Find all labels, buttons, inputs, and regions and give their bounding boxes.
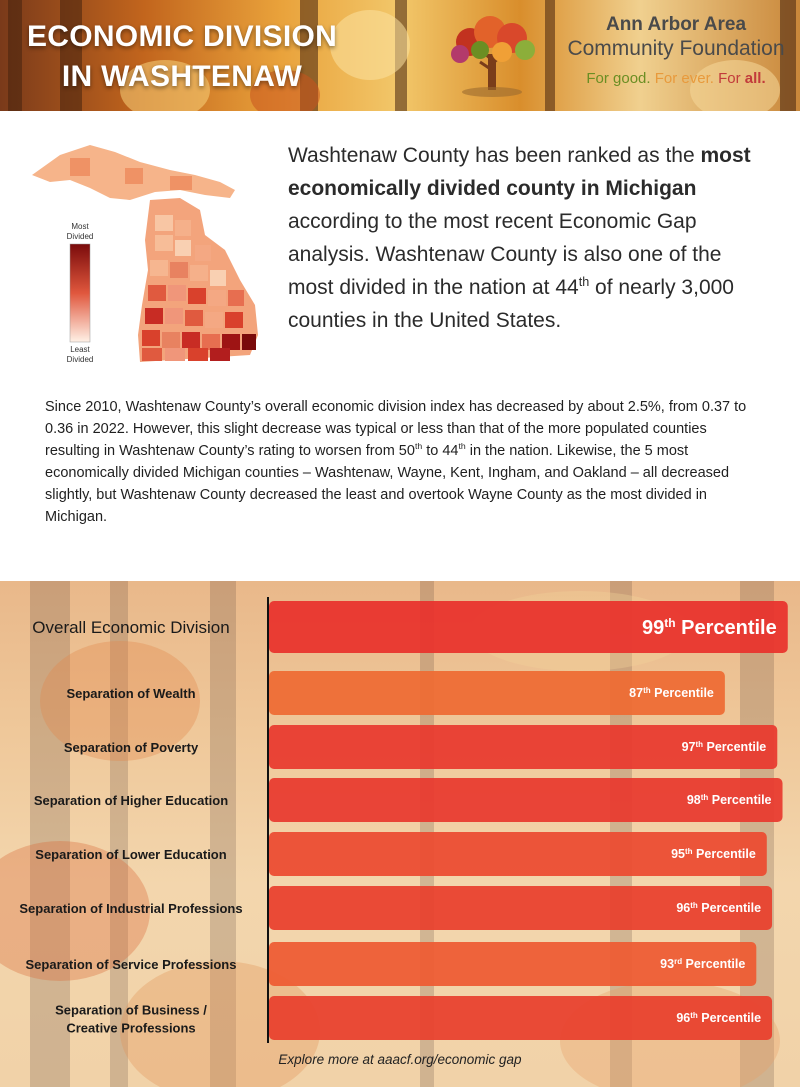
intro-paragraph: Washtenaw County has been ranked as the most economically divided county in Michigan according to the most recent Economic Gap analysis. Washtenaw County is also one of the most divided in the nation at 44th of nearly 3,000 counties in the United States. — [288, 144, 751, 332]
category-label-6: Separation of Service Professions — [25, 957, 237, 972]
category-label-3: Separation of Higher Education — [33, 793, 229, 808]
legend-most-label: Most — [71, 222, 89, 231]
category-label-5: Separation of Industrial Professions — [19, 901, 243, 916]
header-banner — [0, 0, 800, 111]
percentile-bar-chart — [0, 581, 800, 1087]
page-title: ECONOMIC DIVISION IN WASHTENAW — [26, 20, 338, 93]
legend-color-scale — [70, 244, 90, 342]
footer-link-text[interactable]: Explore more at aaacf.org/economic gap — [278, 1052, 522, 1067]
foundation-tagline: For good. For ever. For all. — [586, 70, 766, 87]
michigan-map-graphic — [30, 140, 270, 370]
tree-logo-icon — [440, 14, 545, 99]
bar-value-label-6: 93rd Percentile — [660, 957, 746, 971]
bar-value-label-2: 97th Percentile — [681, 740, 767, 754]
category-label-2: Separation of Poverty — [63, 740, 199, 755]
foundation-name-line2: Community Foundation — [567, 37, 785, 60]
legend-divided-label-2: Divided — [66, 355, 94, 364]
category-label-1: Separation of Wealth — [66, 686, 196, 701]
percentile-chart-section — [0, 581, 800, 1087]
bar-value-label-4: 95th Percentile — [671, 847, 756, 861]
bar-value-label-3: 98th Percentile — [686, 793, 772, 807]
category-label-7: Separation of Business / Creative Professions — [55, 1002, 207, 1036]
body-paragraph: Since 2010, Washtenaw County’s overall economic division index has decreased by about 2.5%, from 0.37 to 0.36 in 2022. However, this slight decrease was typical or less than that of the more populated counties resulting in Washtenaw County’s rating to worsen from 50th to 44th in the nation. Likewise, the 5 most economically divided Michigan counties – Washtenaw, Wayne, Kent, Ingham, and Oakland – all decreased slightly, but Washtenaw County decreased the least and overtook Wayne County as the most divided in Michigan. — [45, 399, 747, 525]
foundation-logo-text — [560, 14, 792, 92]
bar-value-label-5: 96th Percentile — [676, 901, 762, 915]
legend-divided-label: Divided — [66, 232, 94, 241]
bar-value-label-0: 99th Percentile — [642, 616, 777, 639]
category-label-4: Separation of Lower Education — [35, 847, 227, 862]
legend-least-label: Least — [70, 345, 90, 354]
foundation-name-line1: Ann Arbor Area — [605, 14, 747, 35]
category-label-0: Overall Economic Division — [32, 618, 230, 637]
bar-value-label-7: 96th Percentile — [676, 1011, 762, 1025]
bar-value-label-1: 87th Percentile — [629, 686, 714, 700]
